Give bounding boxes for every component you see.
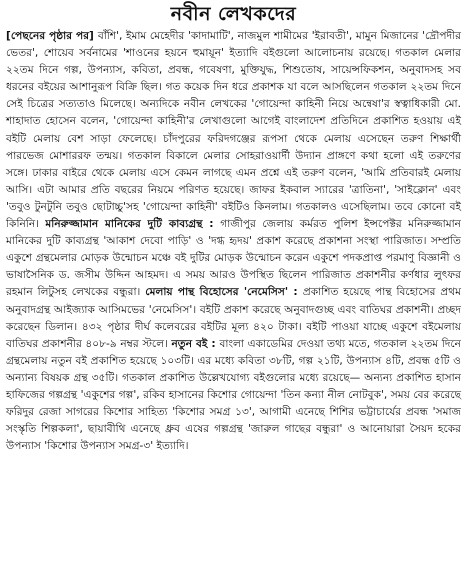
article-subhead: নতুন বই : bbox=[171, 337, 220, 350]
article-text: বাংলা একাডেমির দেওয়া তথ্য মতে, গতকাল ২২তম দিনে গ্রন্থমেলায় নতুন বই প্রকাশিত হয়েছে ১০৩টি। এর মধ্যে কবিতা ৩৮টি, গল্প ২১টি, উপন্যাস ৪টি, প্রবন্ধ ৫টি ও অন্যান্য বিষয়ক গ্রন্থ ৩৫টি। গতকাল প্রকাশিত উল্লেখযোগ্য বইগুলোর মধ্যে রয়েছে— অন্যন্য প্রকাশিত হাসান হাফিজের গল্পগ্রন্থ 'একুশের গল্প', রকিব হাসানের কিশোর গোয়েন্দা 'তিন কন্যা নীল নোটবুক', সময় বের করেছে ফরিদুর রেজা সাগরের কিশোর সাহিত্য 'কিশোর সমগ্র ১৩', আগামী এনেছে শিশির ভট্টাচার্যের প্রবন্ধ 'সমাজ সংস্কৃতি শিল্পকলা', ছায়াবীথি এনেছে ধ্রুব এষের গল্পগ্রন্থ 'জারুল গাছের বন্ধুরা' ও আনোয়ারা সৈয়দ হকের উপন্যাস 'কিশোর উপন্যাস সমগ্র-৩' ইত্যাদি। bbox=[6, 337, 461, 453]
article-subhead: মেলায় পান্থ বিহোসের 'নেমেসিস' : bbox=[145, 286, 303, 299]
article-text: বাঁশি', ইমাম মেহেদীর 'কাদামাটি', নাজমুল শামীমের 'ইরাবতী', মামুন মিজানের 'দ্রৌপদীর ভেতর', শোয়েব সর্বনামের 'শাওনের হয়নে হুমায়ূন' ইত্যাদি বইগুলো আলোচনায় রয়েছে। গতকাল মেলার ২২তম দিনে গল্প, উপন্যাস, কবিতা, প্রবন্ধ, গবেষণা, মুক্তিযুদ্ধ, শিশুতোষ, সায়েন্সফিকশন, অনুবাদসহ সব ধরনের বইয়ের আশানুরূপ বিক্রি ছিল। গত কয়েক দিন ধরে প্রকাশক যা বলে আসছিলেন গতকাল ২২তম দিনে সেই চিত্রের সত্যতাও মিলেছে। অন্যদিকে নবীন লেখকের 'গোয়েন্দা কাহিনী নিয়ে অন্বেষা'র স্বত্বাধিকারী মো. শাহাদাত হোসেন বলেন, 'গোয়েন্দা কাহিনী'র লেখাগুলো আগেই বাংলাদেশ প্রতিদিনে প্রকাশিত হওয়ায় এই বইটি মেলায় বেশ সাড়া ফেলেছে। চাঁদপুরের ফরিদগঞ্জের রূপসা থেকে মেলায় এসেছেন তরুণ শিক্ষার্থী পারভেজ মোশাররফ তন্ময়। গতকাল বিকালে মেলার সোহরাওয়ার্দী উদ্যান প্রাঙ্গণে কথা হলো এই তরুণের সঙ্গে। ঢাকার বাইরে থেকে মেলায় এসে কেমন লাগছে এমন প্রশ্নে এই তরুণ বলেন, 'আমি প্রতিবারই মেলায় আসি। এটা আমার প্রতি বছরের নিয়মে পরিণত হয়েছে। জাফর ইকবাল স্যারের 'ত্রাতিনা', 'সাইক্লোন' এবং 'তবুও টুনটুনি তবুও ছোটাচ্চু'সহ 'গোয়েন্দা কাহিনী' বইটিও কিনলাম। গতকালও এসেছিলাম। তবে কোনো বই কিনিনি। bbox=[6, 30, 461, 231]
newspaper-page bbox=[0, 2, 465, 566]
article-text: গাজীপুর জেলায় কর্মরত পুলিশ ইন্সপেক্টর মনিরুজ্জামান মানিকের দুটি কাব্যগ্রন্থ 'আকাশ দেবো পাড়ি' ও 'দগ্ধ হৃদয়' প্রকাশ করেছে প্রকাশনা সংস্থা পারিজাত। সম্প্রতি একুশে গ্রন্থমেলার মোড়ক উন্মোচন মঞ্চে বই দুটির মোড়ক উন্মোচন করেন একুশে পদকপ্রাপ্ত পরমাণু বিজ্ঞানী ও ভাষাসৈনিক ড. জসীম উদ্দিন আহমদ। এ সময় আরও উপস্থিত ছিলেন পারিজাত প্রকাশনীর কর্ণধার লুৎফর রহমান লিটুসহ লেখকের বন্ধুরা। bbox=[6, 218, 461, 299]
article-subhead: [পেছনের পৃষ্ঠার পর] bbox=[6, 30, 98, 42]
article-text: প্রকাশিত হয়েছে পান্থ বিহোসের প্রথম অনুবাদগ্রন্থ আইজ্যাক আসিমভের 'নেমেসিস'। বইটি প্রকাশ করেছে অনুবাদগুচ্ছ এবং বাতিঘর প্রকাশনী। প্রচ্ছদ করেছেন ডিলান। ৪৩২ পৃষ্ঠার দীর্ঘ কলেবরের বইটির মূল্য ৪২০ টাকা। বইটি পাওয়া যাচ্ছে একুশে বইমেলায় বাতিঘর প্রকাশনীর ৪০৮-৯ নম্বর স্টলে। bbox=[6, 286, 461, 350]
headline: নবীন লেখকদের bbox=[170, 3, 297, 25]
article-body bbox=[6, 28, 461, 455]
article-subhead: মনিরুজ্জামান মানিকের দুটি কাব্যগ্রন্থ : bbox=[45, 218, 221, 231]
